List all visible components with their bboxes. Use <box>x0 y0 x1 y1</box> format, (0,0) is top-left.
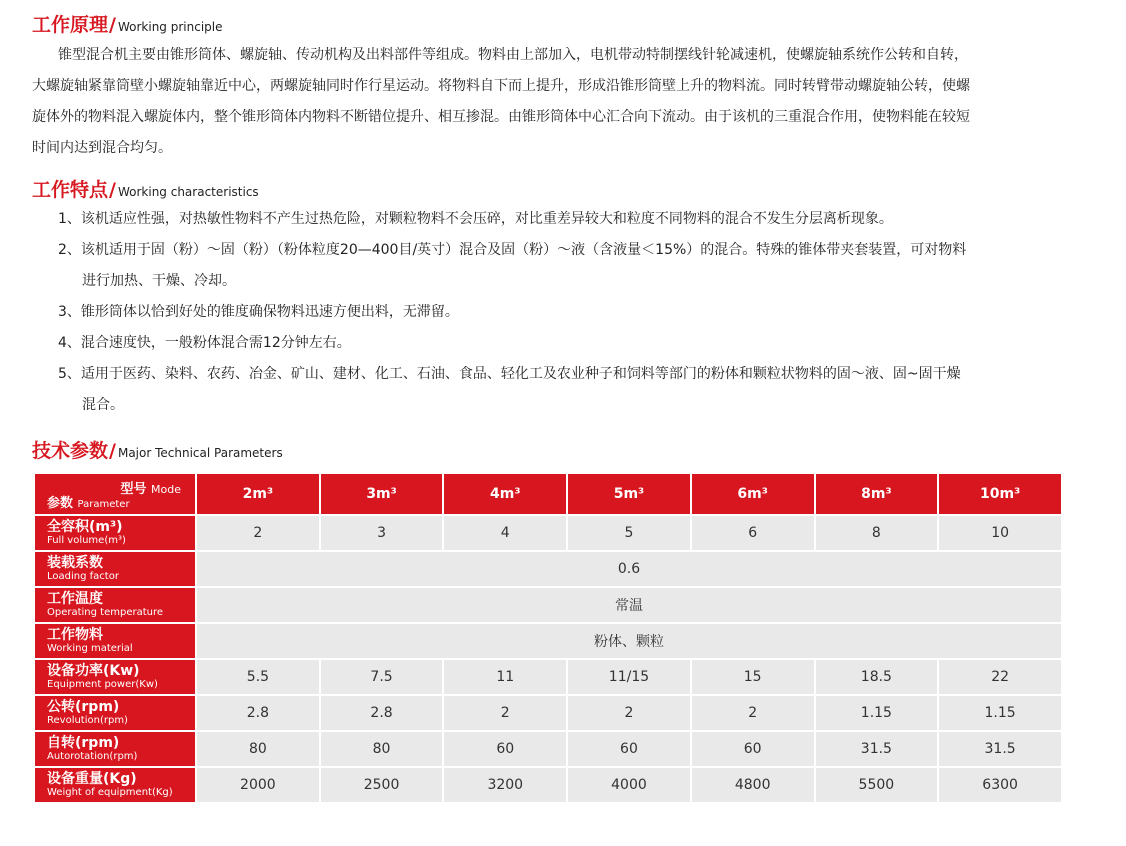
table-cell: 31.5 <box>816 732 938 766</box>
table-row <box>35 624 1061 658</box>
table-cell: 2 <box>568 696 690 730</box>
principle-title-slash: / <box>109 14 116 36</box>
row-label: 设备重量(Kg) Weight of equipment(Kg) <box>35 768 195 802</box>
table-cell: 11 <box>444 660 566 694</box>
table-row <box>35 552 1061 586</box>
table-row <box>35 660 1061 694</box>
table-cell: 1.15 <box>816 696 938 730</box>
row-label: 装载系数 Loading factor <box>35 552 195 586</box>
table-cell: 2000 <box>197 768 319 802</box>
table-cell: 5500 <box>816 768 938 802</box>
table-row <box>35 768 1061 802</box>
table-cell: 31.5 <box>939 732 1061 766</box>
principle-line: 大螺旋轴紧靠筒壁小螺旋轴靠近中心，两螺旋轴同时作行星运动。将物料自下而上提升，形成沿锥形筒壁上升的物料流。同时转臂带动螺旋轴公转，使螺 <box>32 78 970 94</box>
spec-corner-cell <box>35 474 195 514</box>
spec-table <box>33 472 1063 804</box>
model-header: 10m³ <box>939 474 1061 514</box>
mode-label: 型号 Mode <box>120 482 181 497</box>
spec-header-row <box>35 474 1061 514</box>
table-cell: 15 <box>692 660 814 694</box>
model-header: 6m³ <box>692 474 814 514</box>
table-cell: 2500 <box>321 768 443 802</box>
table-cell: 1.15 <box>939 696 1061 730</box>
table-cell: 7.5 <box>321 660 443 694</box>
row-label: 全容积(m³) Full volume(m³) <box>35 516 195 550</box>
table-cell: 2 <box>197 516 319 550</box>
model-header: 3m³ <box>321 474 443 514</box>
principle-heading <box>32 10 222 37</box>
table-row <box>35 696 1061 730</box>
table-cell: 60 <box>444 732 566 766</box>
table-cell: 6300 <box>939 768 1061 802</box>
table-cell: 80 <box>321 732 443 766</box>
merged-cell: 粉体、颗粒 <box>197 624 1061 658</box>
table-cell: 80 <box>197 732 319 766</box>
table-cell: 3200 <box>444 768 566 802</box>
features-list <box>58 204 1078 421</box>
table-cell: 60 <box>692 732 814 766</box>
table-cell: 4000 <box>568 768 690 802</box>
row-label: 设备功率(Kw) Equipment power(Kw) <box>35 660 195 694</box>
principle-line: 旋体外的物料混入螺旋体内，整个锥形筒体内物料不断错位提升、相互掺混。由锥形筒体中心汇合向下流动。由于该机的三重混合作用，使物料能在较短 <box>32 109 970 125</box>
params-title-en: Major Technical Parameters <box>117 446 283 460</box>
table-row <box>35 516 1061 550</box>
feature-item: 5、适用于医药、染料、农药、冶金、矿山、建材、化工、石油、食品、轻化工及农业种子和饲料等部门的粉体和颗粒状物料的固～液、固~固干燥 混合。 <box>58 366 961 413</box>
params-title-slash: / <box>109 440 116 462</box>
row-label: 工作温度 Operating temperature <box>35 588 195 622</box>
model-header: 4m³ <box>444 474 566 514</box>
feature-item: 2、该机适用于固（粉）～固（粉）（粉体粒度20—400目/英寸）混合及固（粉）～液（含液量＜15%）的混合。特殊的锥体带夹套装置，可对物料 进行加热、干燥、冷却。 <box>58 242 967 289</box>
params-title-zh: 技术参数 <box>32 440 109 462</box>
table-cell: 2 <box>444 696 566 730</box>
table-cell: 8 <box>816 516 938 550</box>
features-title-en: Working characteristics <box>117 185 259 199</box>
merged-cell: 常温 <box>197 588 1061 622</box>
principle-paragraph <box>32 40 1072 164</box>
principle-title-en: Working principle <box>117 20 223 34</box>
table-cell: 18.5 <box>816 660 938 694</box>
table-cell: 5.5 <box>197 660 319 694</box>
row-label: 自转(rpm) Autorotation(rpm) <box>35 732 195 766</box>
row-label: 公转(rpm) Revolution(rpm) <box>35 696 195 730</box>
params-heading <box>32 436 283 463</box>
table-cell: 60 <box>568 732 690 766</box>
parameter-label: 参数 Parameter <box>47 496 130 511</box>
principle-line: 时间内达到混合均匀。 <box>32 140 172 156</box>
table-cell: 11/15 <box>568 660 690 694</box>
table-cell: 10 <box>939 516 1061 550</box>
feature-item: 3、锥形筒体以恰到好处的锥度确保物料迅速方便出料，无滞留。 <box>58 304 459 320</box>
row-label: 工作物料 Working material <box>35 624 195 658</box>
table-cell: 6 <box>692 516 814 550</box>
model-header: 5m³ <box>568 474 690 514</box>
table-row <box>35 588 1061 622</box>
table-cell: 4800 <box>692 768 814 802</box>
table-cell: 4 <box>444 516 566 550</box>
model-header: 8m³ <box>816 474 938 514</box>
features-title-zh: 工作特点 <box>32 179 109 201</box>
feature-item: 1、该机适应性强，对热敏性物料不产生过热危险，对颗粒物料不会压碎，对比重差异较大和粒度不同物料的混合不发生分层离析现象。 <box>58 211 893 227</box>
principle-title-zh: 工作原理 <box>32 14 109 36</box>
feature-item: 4、混合速度快，一般粉体混合需12分钟左右。 <box>58 335 351 351</box>
principle-line: 锥型混合机主要由锥形筒体、螺旋轴、传动机构及出料部件等组成。物料由上部加入，电机带动特制摆线针轮减速机，使螺旋轴系统作公转和自转， <box>58 47 968 63</box>
table-cell: 3 <box>321 516 443 550</box>
table-cell: 22 <box>939 660 1061 694</box>
model-header: 2m³ <box>197 474 319 514</box>
table-cell: 2.8 <box>321 696 443 730</box>
table-row <box>35 732 1061 766</box>
table-cell: 2.8 <box>197 696 319 730</box>
features-title-slash: / <box>109 179 116 201</box>
merged-cell: 0.6 <box>197 552 1061 586</box>
table-cell: 2 <box>692 696 814 730</box>
features-heading <box>32 175 259 202</box>
table-cell: 5 <box>568 516 690 550</box>
